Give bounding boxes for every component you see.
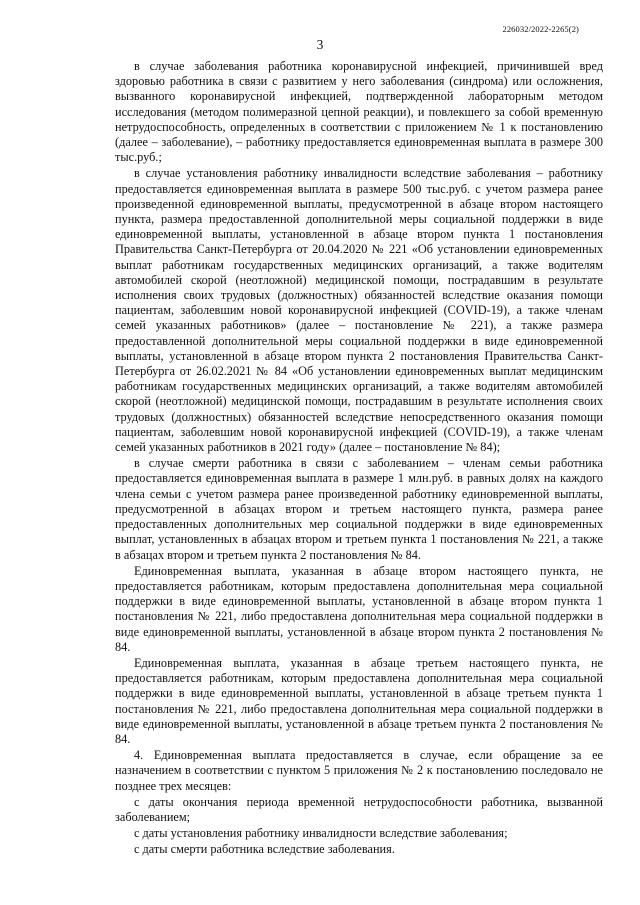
paragraph-exclusion-third: Единовременная выплата, указанная в абзаце третьем настоящего пункта, не предоставляется работникам, которым предоставлена дополнительная мера социальной поддержки в виде единовременной выплаты, установленной в абзаце третьем пункта 1 постановления № 221, либо предоставлена дополнительная мера социальной поддержки в виде единовременной выплаты, установленной в абзаце третьем пункта 2 постановления № 84. — [115, 655, 603, 746]
paragraph-item-4: 4. Единовременная выплата предоставляется в случае, если обращение за ее назначением в соответствии с пунктом 5 приложения № 2 к постановлению последовало не позднее трех месяцев: — [115, 748, 603, 793]
paragraph-exclusion-second: Единовременная выплата, указанная в абзаце втором настоящего пункта, не предоставляется работникам, которым предоставлена дополнительная мера социальной поддержки в виде единовременной выплаты, установленной в абзаце втором пункта 1 постановления № 221, либо предоставлена дополнительная мера социальной поддержки в виде единовременной выплаты, установленной в абзаце втором пункта 2 постановления № 84. — [115, 563, 603, 654]
paragraph-death: в случае смерти работника в связи с заболеванием – членам семьи работника предоставляется единовременная выплата в размере 1 млн.руб. в равных долях на каждого члена семьи с учетом размера ранее произведенной работнику единовременной выплаты, предусмотренной в абзацах втором и третьем настоящего пункта, размера ранее предоставленных дополнительных мер социальной поддержки в виде единовременных выплат, установленных в абзацах втором и третьем пункта 1 постановления № 221, а также в абзацах втором и третьем пункта 2 постановления № 84. — [115, 456, 603, 562]
list-item-death-date: с даты смерти работника вследствие заболевания. — [134, 842, 395, 857]
page-number: 3 — [316, 37, 324, 52]
document-body — [115, 59, 603, 858]
paragraph-disability: в случае установления работнику инвалидности вследствие заболевания – работнику предоставляется единовременная выплата в размере 500 тыс.руб. с учетом размера ранее произведенной единовременной выплаты, предусмотренной в абзаце втором настоящего пункта, размера предоставленной дополнительной меры социальной поддержки в виде единовременной выплаты, установленной в абзаце втором пункта 1 постановления Правительства Санкт-Петербурга от 20.04.2020 № 221 «Об установлении единовременных выплат работникам государственных медицинских организаций, а также водителям автомобилей скорой (неотложной) медицинской помощи, пострадавшим в результате исполнения своих трудовых (должностных) обязанностей вследствие оказания помощи пациентам, заболевшим новой коронавирусной инфекцией (COVID-19), а также членам семей указанных работников» (далее – постановление № 221), а также размера предоставленной дополнительной меры социальной поддержки в виде единовременной выплаты, установленной в абзаце втором пункта 2 постановления Правительства Санкт-Петербурга от 26.02.2021 № 84 «Об установлении единовременных выплат медицинским работникам государственных медицинских организаций, а также водителям автомобилей скорой (неотложной) медицинской помощи, пострадавшим в результате исполнения своих трудовых (должностных) обязанностей вследствие непосредственного оказания помощи пациентам, заболевшим новой коронавирусной инфекцией (COVID-19), а также членам семей указанных работников в 2021 году» (далее – постановление № 84); — [115, 166, 603, 455]
list-item-end-of-disability: с даты окончания периода временной нетрудоспособности работника, вызванной заболеванием; — [115, 794, 603, 824]
paragraph-covid-illness: в случае заболевания работника коронавирусной инфекцией, причинившей вред здоровью работника в связи с развитием у него заболевания (синдрома) или осложнения, вызванного коронавирусной инфекцией, подтвержденной лабораторным методом исследования (методом полимеразной цепной реакции), и повлекшего за собой временную нетрудоспособность, определенных в соответствии с приложением № 1 к постановлению (далее – заболевание), – работнику предоставляется единовременная выплата в размере 300 тыс.руб.; — [115, 59, 603, 165]
list-item-disability-date: с даты установления работнику инвалидности вследствие заболевания; — [134, 826, 508, 841]
document-number: 226032/2022-2265(2) — [502, 24, 579, 34]
